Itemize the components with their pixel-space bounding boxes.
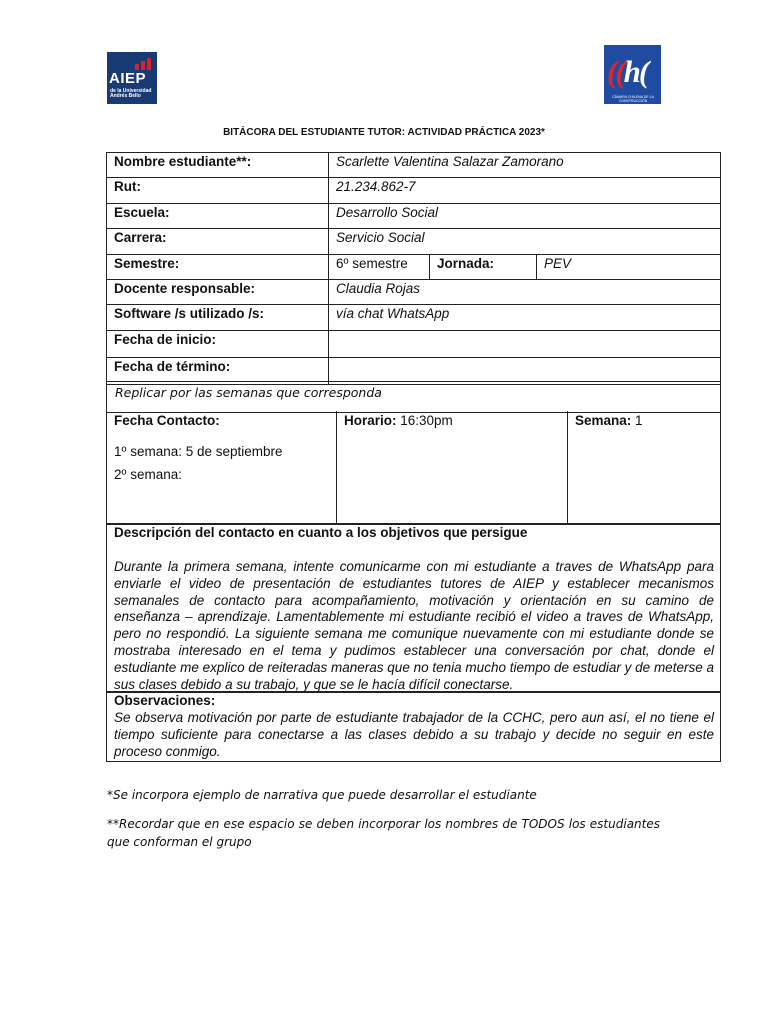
semana-value: 1 — [631, 413, 643, 428]
rut-value: 21.234.862-7 — [329, 178, 721, 203]
semestre-value: 6º semestre — [329, 254, 430, 279]
horario-value: 16:30pm — [396, 413, 453, 428]
table-row — [107, 305, 721, 330]
fecha-inicio-label: Fecha de inicio: — [107, 330, 329, 357]
descripcion-heading: Descripción del contacto en cuanto a los objetivos que persigue — [114, 525, 528, 540]
replicar-text: Replicar por las semanas que corresponda — [115, 385, 382, 400]
nombre-value: Scarlette Valentina Salazar Zamorano — [329, 153, 721, 178]
docente-label: Docente responsable: — [107, 279, 329, 304]
cchc-logo-tagline: CÁMARA CHILENA DE LA CONSTRUCCIÓN — [612, 95, 654, 103]
jornada-value: PEV — [537, 254, 721, 279]
cchc-logo — [604, 45, 661, 104]
table-row — [107, 178, 721, 203]
nombre-label: Nombre estudiante**: — [107, 153, 329, 178]
software-value: vía chat WhatsApp — [329, 305, 721, 330]
carrera-value: Servicio Social — [329, 229, 721, 254]
table-row — [107, 229, 721, 254]
carrera-label: Carrera: — [107, 229, 329, 254]
table-row — [107, 279, 721, 304]
aiep-bars-icon — [135, 58, 153, 70]
footnote-2: **Recordar que en ese espacio se deben incorporar los nombres de TODOS los estudiantes que conforman el grupo — [107, 817, 660, 849]
footnote-1: *Se incorpora ejemplo de narrativa que puede desarrollar el estudiante — [107, 788, 537, 802]
software-label: Software /s utilizado /s: — [107, 305, 329, 330]
cchc-logo-mark: ((h( — [607, 54, 648, 89]
semana-label: Semana: — [575, 413, 632, 428]
semana-cell — [567, 411, 721, 524]
escuela-value: Desarrollo Social — [329, 203, 721, 228]
document-title: BITÁCORA DEL ESTUDIANTE TUTOR: ACTIVIDAD PRÁCTICA 2023* — [223, 127, 545, 138]
observaciones-text: Se observa motivación por parte de estudiante trabajador de la CCHC, pero aun así, el no tiene el tiempo suficiente para conectarse a las clases debido a su trabajo y decide no seguir en este proceso conmigo. — [114, 710, 714, 759]
rut-label: Rut: — [107, 178, 329, 203]
contact-row — [106, 411, 721, 525]
semana2-text: 2º semana: — [114, 467, 182, 482]
fecha-termino-label: Fecha de término: — [107, 357, 329, 384]
descripcion-section — [106, 524, 721, 693]
table-row — [107, 153, 721, 178]
jornada-label: Jornada: — [430, 254, 537, 279]
aiep-logo-tagline: de la Universidad Andrés Bello — [110, 88, 152, 99]
replicar-note — [106, 381, 721, 413]
aiep-logo — [107, 52, 157, 104]
student-info-table — [106, 152, 721, 385]
table-row — [107, 254, 721, 279]
table-row — [107, 330, 721, 357]
fecha-inicio-value — [329, 330, 721, 357]
fecha-contacto-label: Fecha Contacto: — [114, 413, 220, 428]
descripcion-text: Durante la primera semana, intente comunicarme con mi estudiante a traves de WhatsApp para enviarle el video de presentación de estudiantes tutores de AIEP y establecer mecanismos semanales de contacto para acompañamiento, motivación y orientación en su camino de enseñanza – aprendizaje. Lamentablemente mi estudiante recibió el video a traves de WhatsApp, pero no respondió. La siguiente semana me comunique nuevamente con mi estudiante donde se mostraba interesado en el tema y pudimos establecer una conversación por chat, donde el estudiante me explico de reiteradas maneras que no tenia mucho tiempo de estudiar y de meterse a sus clases debido a su trabajo, y que se le hacía difícil conectarse. — [114, 559, 714, 692]
docente-value: Claudia Rojas — [329, 279, 721, 304]
escuela-label: Escuela: — [107, 203, 329, 228]
horario-label: Horario: — [344, 413, 397, 428]
semana1-text: 1º semana: 5 de septiembre — [114, 444, 283, 459]
observaciones-section — [106, 691, 721, 762]
aiep-logo-text: AIEP — [109, 70, 147, 87]
observaciones-heading: Observaciones: — [114, 693, 216, 708]
table-row — [107, 203, 721, 228]
fecha-contacto-cell — [106, 411, 337, 524]
horario-cell — [336, 411, 568, 524]
semestre-label: Semestre: — [107, 254, 329, 279]
